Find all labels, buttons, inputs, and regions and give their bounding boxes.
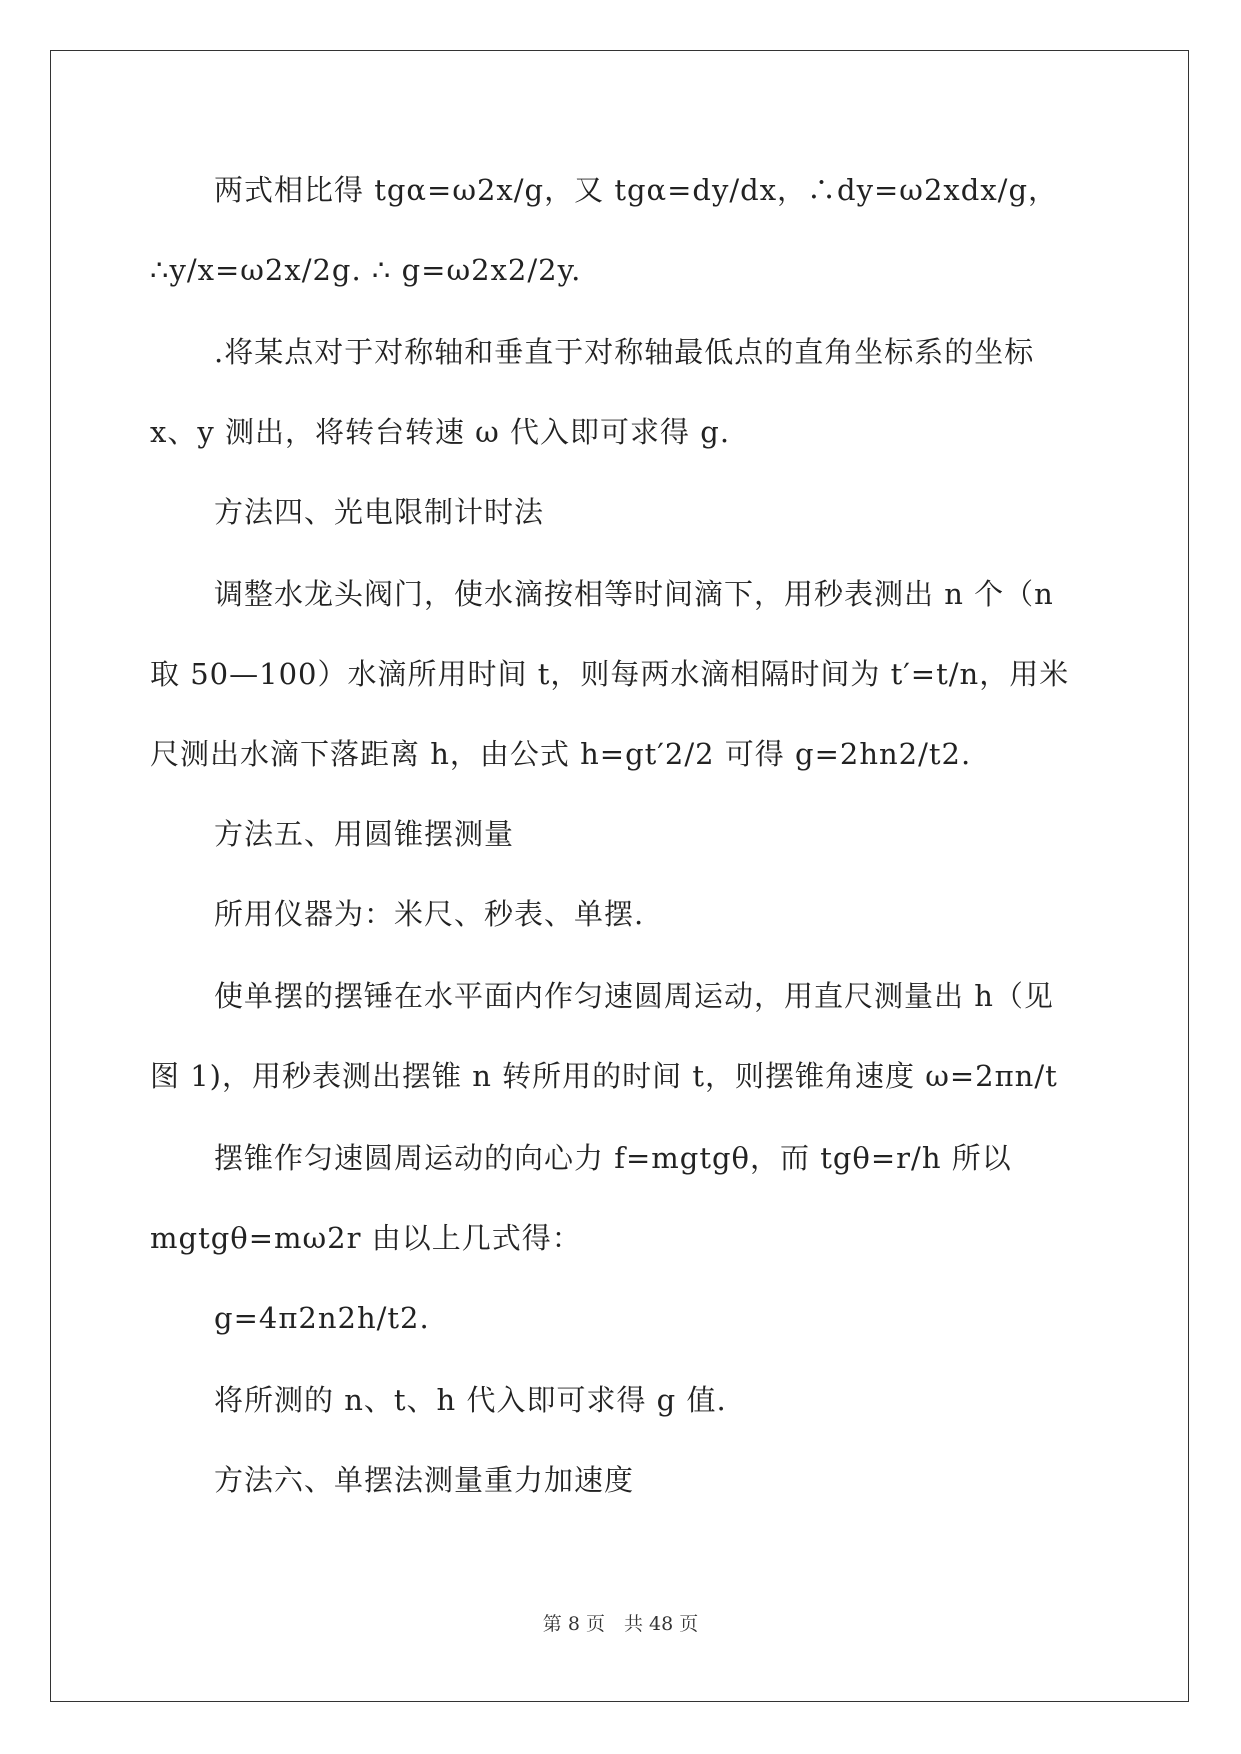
page-number-footer: 第 8 页 共 48 页 (542, 1613, 699, 1635)
section-heading-method-4: 方法四、光电限制计时法 (214, 495, 545, 529)
text-line-10: 所用仪器为：米尺、秒表、单摆. (214, 897, 645, 931)
text-line-14: mgtgθ=mω2r 由以上几式得： (150, 1221, 582, 1255)
text-line-3: .将某点对于对称轴和垂直于对称轴最低点的直角坐标系的坐标 (214, 335, 1035, 369)
page-border (50, 50, 1189, 1702)
section-heading-method-6: 方法六、单摆法测量重力加速度 (214, 1463, 635, 1497)
text-line-1: 两式相比得 tgα=ω2x/g，又 tgα=dy/dx，∴dy=ω2xdx/g， (214, 173, 1059, 207)
text-line-11: 使单摆的摆锤在水平面内作匀速圆周运动，用直尺测量出 h（见 (214, 979, 1054, 1013)
text-line-12: 图 1)，用秒表测出摆锥 n 转所用的时间 t，则摆锥角速度 ω=2πn/t (150, 1059, 1058, 1093)
text-line-2: ∴y/x=ω2x/2g. ∴ g=ω2x2/2y. (150, 253, 582, 287)
section-heading-method-5: 方法五、用圆锥摆测量 (214, 817, 515, 851)
text-line-16: 将所测的 n、t、h 代入即可求得 g 值. (214, 1383, 727, 1417)
text-line-4: x、y 测出，将转台转速 ω 代入即可求得 g. (150, 415, 731, 449)
text-line-7: 取 50—100）水滴所用时间 t，则每两水滴相隔时间为 t′=t/n，用米 (150, 657, 1070, 691)
text-line-6: 调整水龙头阀门，使水滴按相等时间滴下，用秒表测出 n 个（n (214, 577, 1054, 611)
text-line-8: 尺测出水滴下落距离 h，由公式 h=gt′2/2 可得 g=2hn2/t2. (150, 737, 972, 771)
text-line-15: g=4π2n2h/t2. (214, 1301, 430, 1335)
text-line-13: 摆锥作匀速圆周运动的向心力 f=mgtgθ，而 tgθ=r/h 所以 (214, 1141, 1012, 1175)
